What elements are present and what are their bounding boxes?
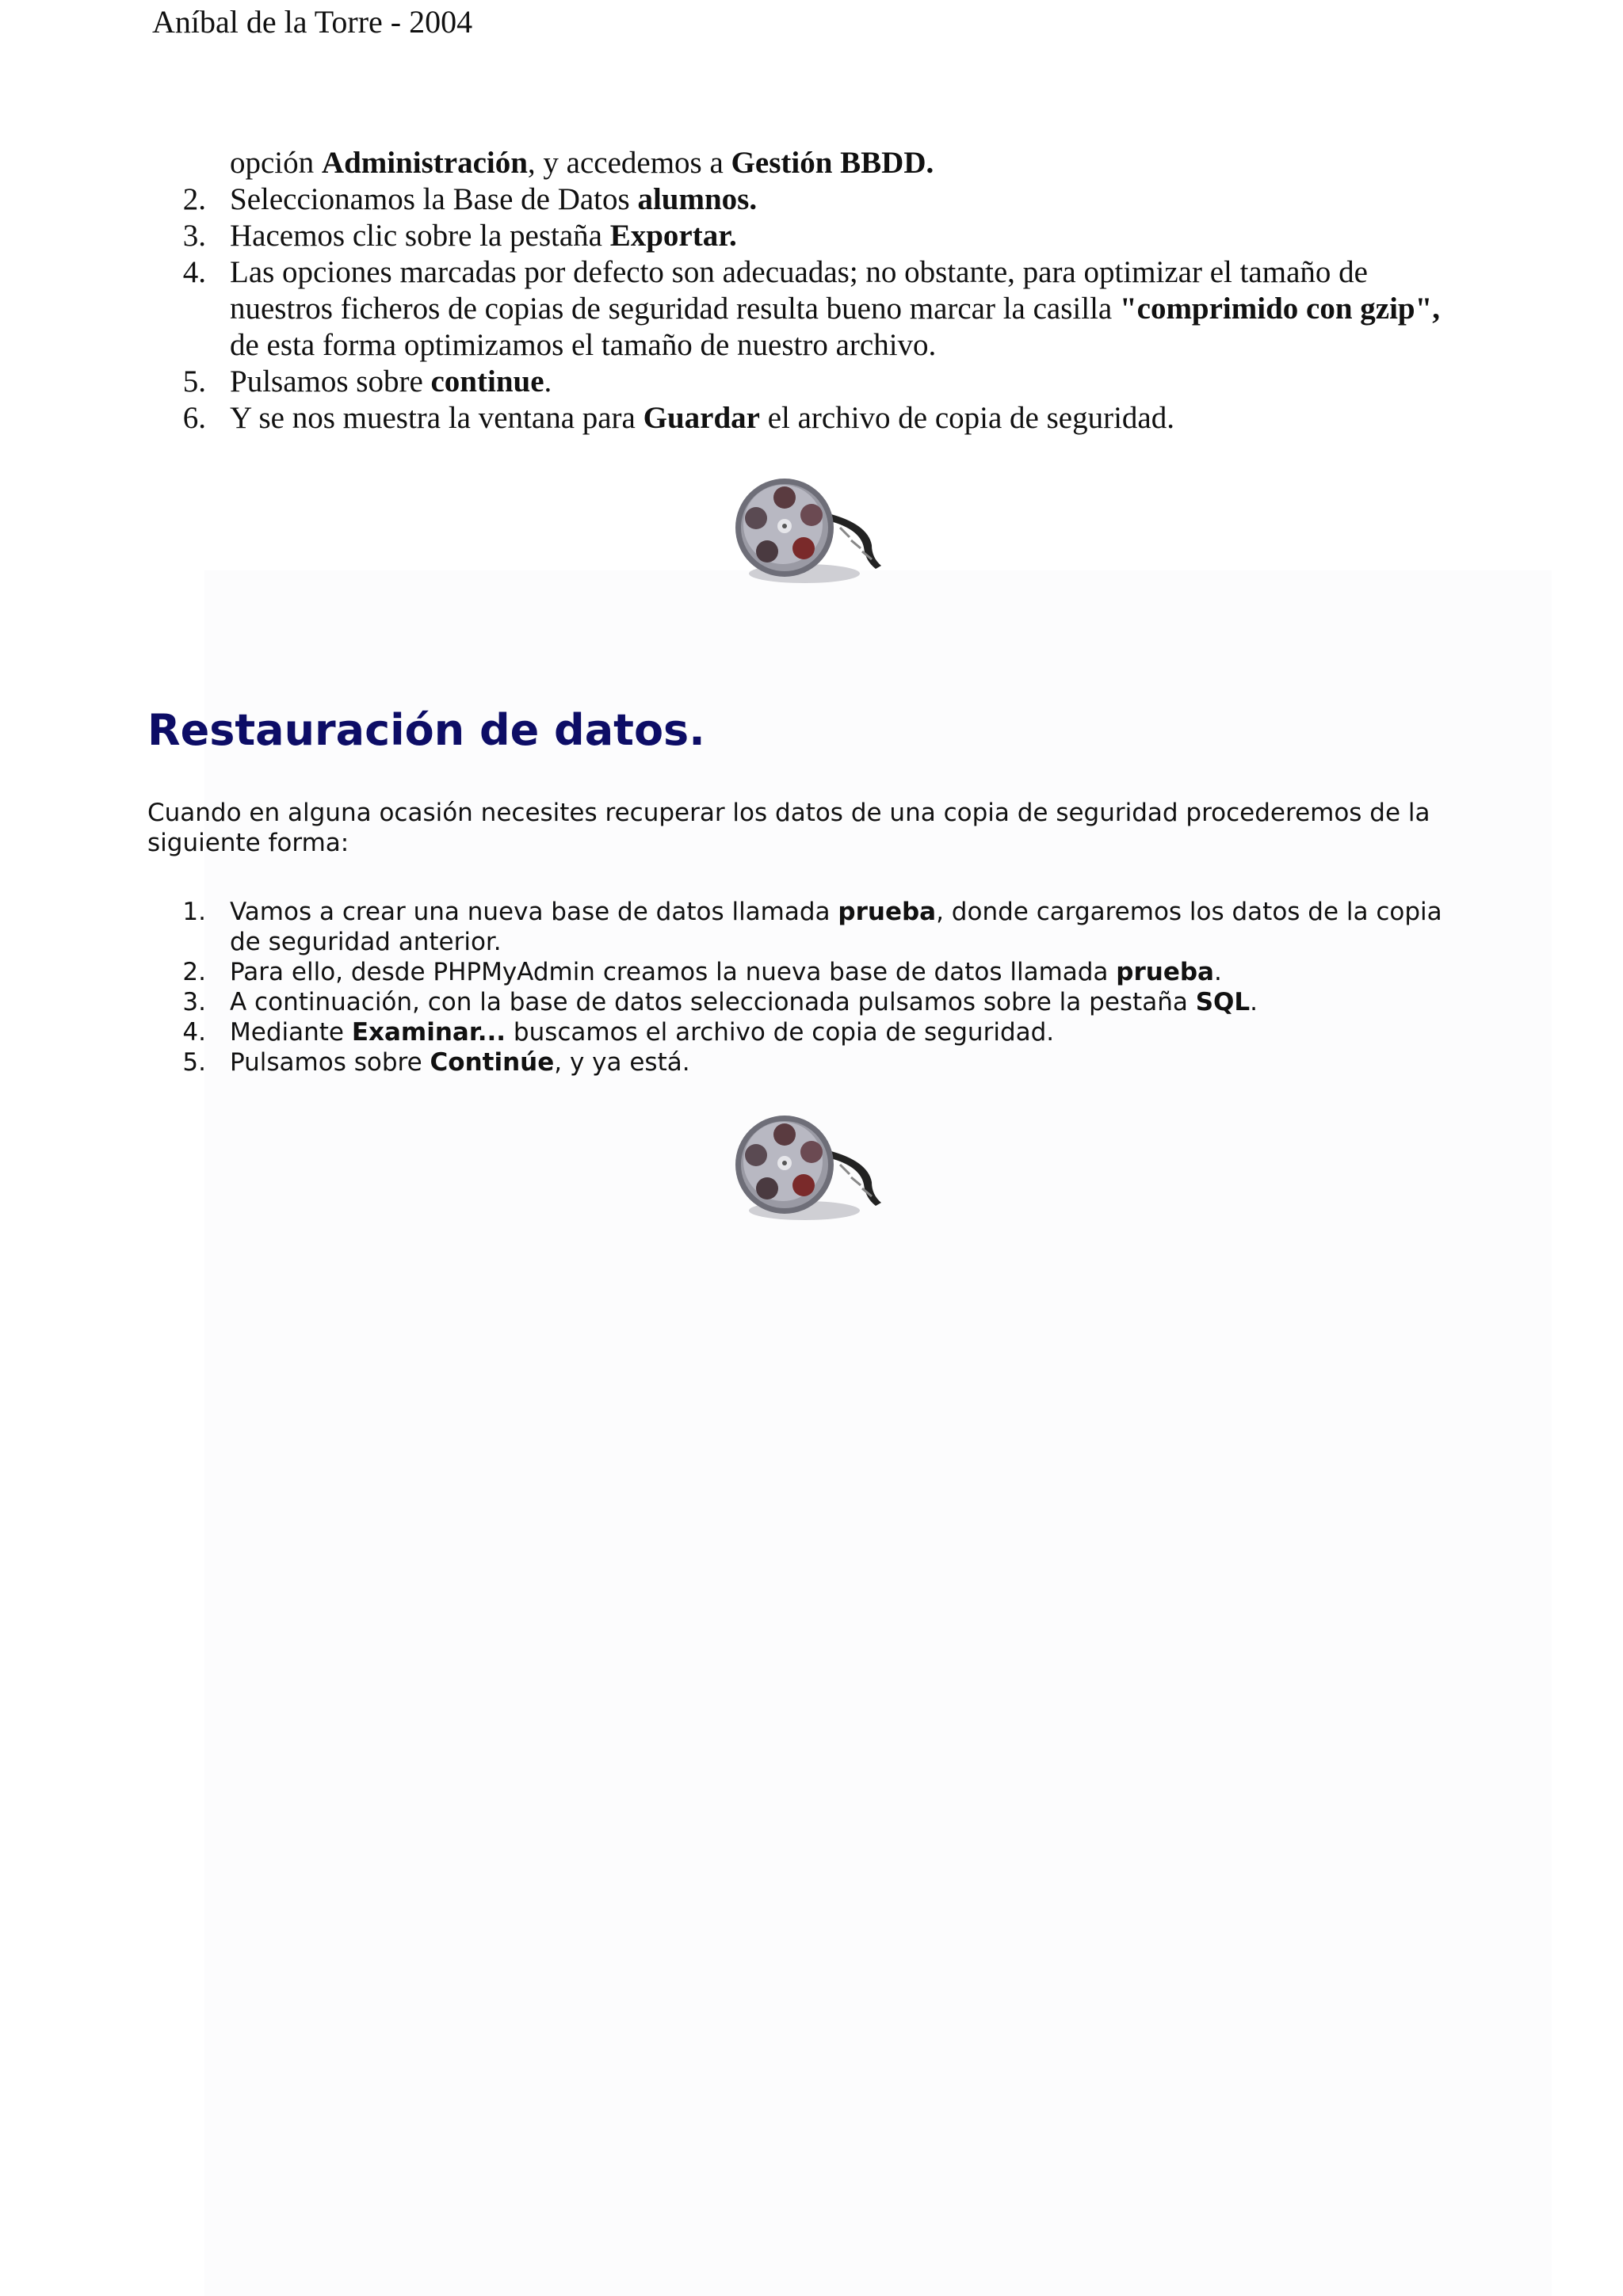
list-item-continuation: opción Administración, y accedemos a Gestión BBDD. (230, 146, 934, 180)
list-item: 5. Pulsamos sobre continue. (182, 364, 552, 399)
section-title: Restauración de datos. (147, 705, 705, 755)
list-item: 1. Vamos a crear una nueva base de datos llamada prueba, donde cargaremos los datos de la copia de seguridad anterior. (182, 898, 1442, 956)
list-item: 4. Mediante Examinar... buscamos el archivo de copia de seguridad. (182, 1018, 1055, 1047)
export-steps-list (158, 145, 1458, 437)
intro-paragraph: Cuando en alguna ocasión necesites recuperar los datos de una copia de seguridad procederemos de la siguiente forma: (147, 799, 1430, 857)
restore-steps-list (158, 897, 1458, 1077)
list-item: 4. Las opciones marcadas por defecto son adecuadas; no obstante, para optimizar el tamaño de nuestros ficheros de copias de seguridad resulta bueno marcar la casilla "comprimido con gzip", de esta forma optimizamos el tamaño de nuestro archivo. (182, 255, 1441, 362)
list-item: 3. Hacemos clic sobre la pestaña Exportar. (182, 219, 737, 253)
list-item: 2. Seleccionamos la Base de Datos alumnos. (182, 182, 758, 216)
list-item: 2. Para ello, desde PHPMyAdmin creamos la nueva base de datos llamada prueba. (182, 958, 1222, 986)
film-reel-icon (721, 472, 896, 591)
list-item: 6. Y se nos muestra la ventana para Guardar el archivo de copia de seguridad. (182, 401, 1174, 435)
film-reel-icon (721, 1109, 896, 1228)
list-item: 3. A continuación, con la base de datos seleccionada pulsamos sobre la pestaña SQL. (182, 988, 1258, 1016)
list-item: 5. Pulsamos sobre Continúe, y ya está. (182, 1048, 690, 1077)
page-header: Aníbal de la Torre - 2004 (152, 4, 473, 40)
